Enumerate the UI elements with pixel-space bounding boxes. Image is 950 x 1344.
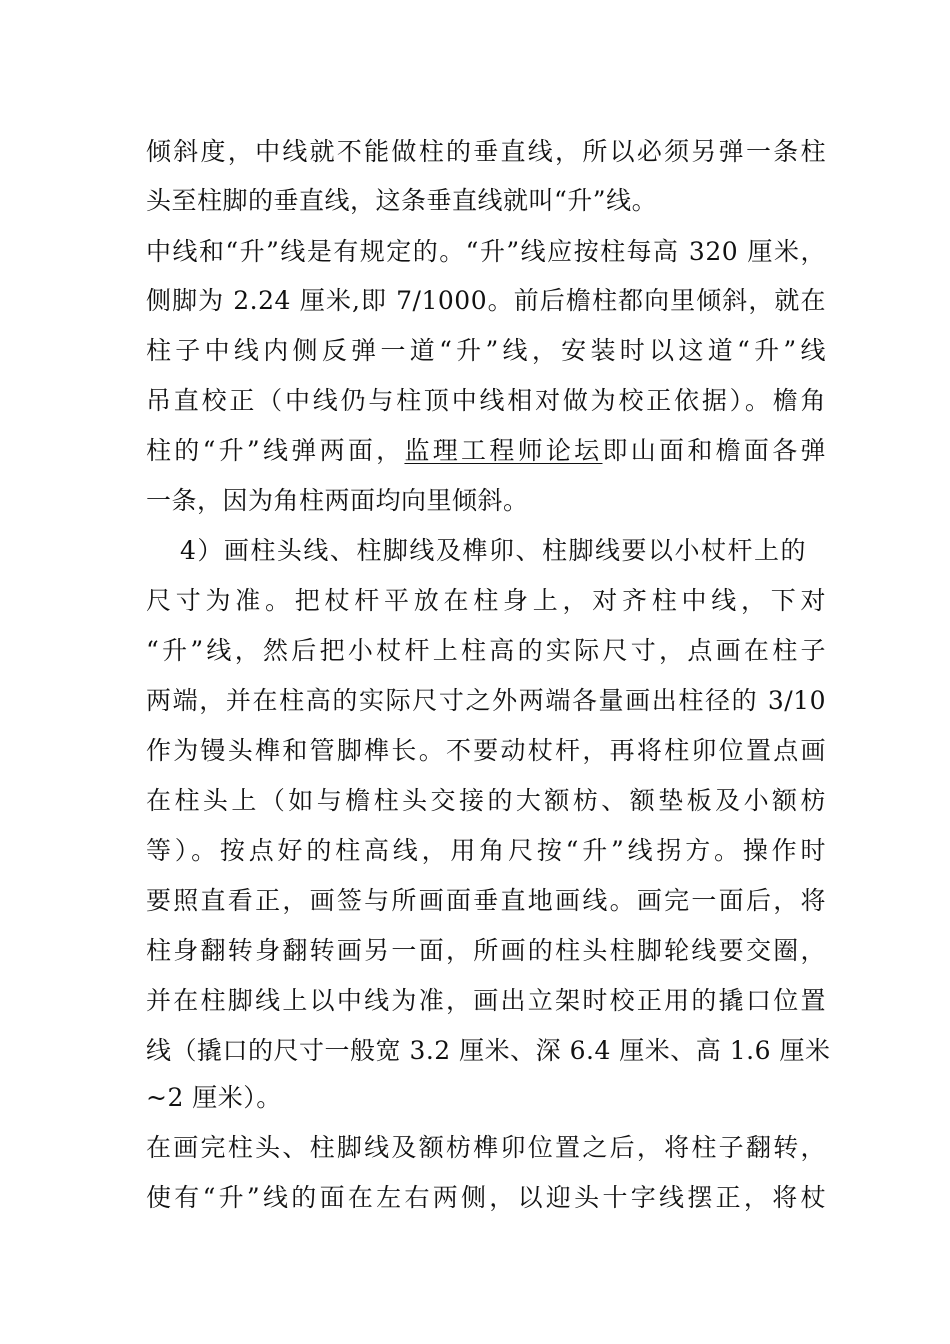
text-line: 使有“升”线的面在左右两侧，以迎头十字线摆正，将杖 xyxy=(146,1183,826,1212)
text-line: 侧脚为 2.24 厘米,即 7/1000。前后檐柱都向里倾斜，就在 xyxy=(146,286,826,315)
text-line: 中线和“升”线是有规定的。“升”线应按柱每高 320 厘米， xyxy=(146,237,826,266)
text-line: 尺寸为准。把杖杆平放在柱身上，对齐柱中线，下对 xyxy=(146,586,826,615)
text-line: 4）画柱头线、柱脚线及榫卯、柱脚线要以小杖杆上的 xyxy=(180,536,806,565)
text-line: 线（撬口的尺寸一般宽 3.2 厘米、深 6.4 厘米、高 1.6 厘米 xyxy=(146,1036,831,1065)
text-line xyxy=(146,436,826,466)
text-line: 头至柱脚的垂直线，这条垂直线就叫“升”线。 xyxy=(146,186,658,215)
text-line: “升”线，然后把小杖杆上柱高的实际尺寸，点画在柱子 xyxy=(146,636,826,665)
text-line: 吊直校正（中线仍与柱顶中线相对做为校正依据）。檐角 xyxy=(146,386,826,415)
forum-link[interactable]: 监理工程师论坛 xyxy=(404,436,603,465)
text-line: ~2 厘米）。 xyxy=(146,1083,282,1112)
text-line: 柱身翻转身翻转画另一面，所画的柱头柱脚轮线要交圈， xyxy=(146,936,826,965)
text-line: 在画完柱头、柱脚线及额枋榫卯位置之后，将柱子翻转， xyxy=(146,1133,826,1162)
text-line: 两端，并在柱高的实际尺寸之外两端各量画出柱径的 3/10 xyxy=(146,686,826,715)
text-segment: 柱的“升”线弹两面， xyxy=(146,436,405,465)
text-line: 一条，因为角柱两面均向里倾斜。 xyxy=(146,486,529,515)
text-line: 在柱头上（如与檐柱头交接的大额枋、额垫板及小额枋 xyxy=(146,786,826,815)
text-segment: 即山面和檐面各弹 xyxy=(602,436,826,465)
text-line: 作为镘头榫和管脚榫长。不要动杖杆，再将柱卯位置点画 xyxy=(146,736,826,765)
text-line: 并在柱脚线上以中线为准，画出立架时校正用的撬口位置 xyxy=(146,986,826,1015)
text-line: 要照直看正，画签与所画面垂直地画线。画完一面后，将 xyxy=(146,886,826,915)
text-line: 倾斜度，中线就不能做柱的垂直线，所以必须另弹一条柱 xyxy=(146,137,826,166)
text-line: 柱子中线内侧反弹一道“升”线，安装时以这道“升”线 xyxy=(146,336,826,365)
text-line: 等）。按点好的柱高线，用角尺按“升”线拐方。操作时 xyxy=(146,836,826,865)
